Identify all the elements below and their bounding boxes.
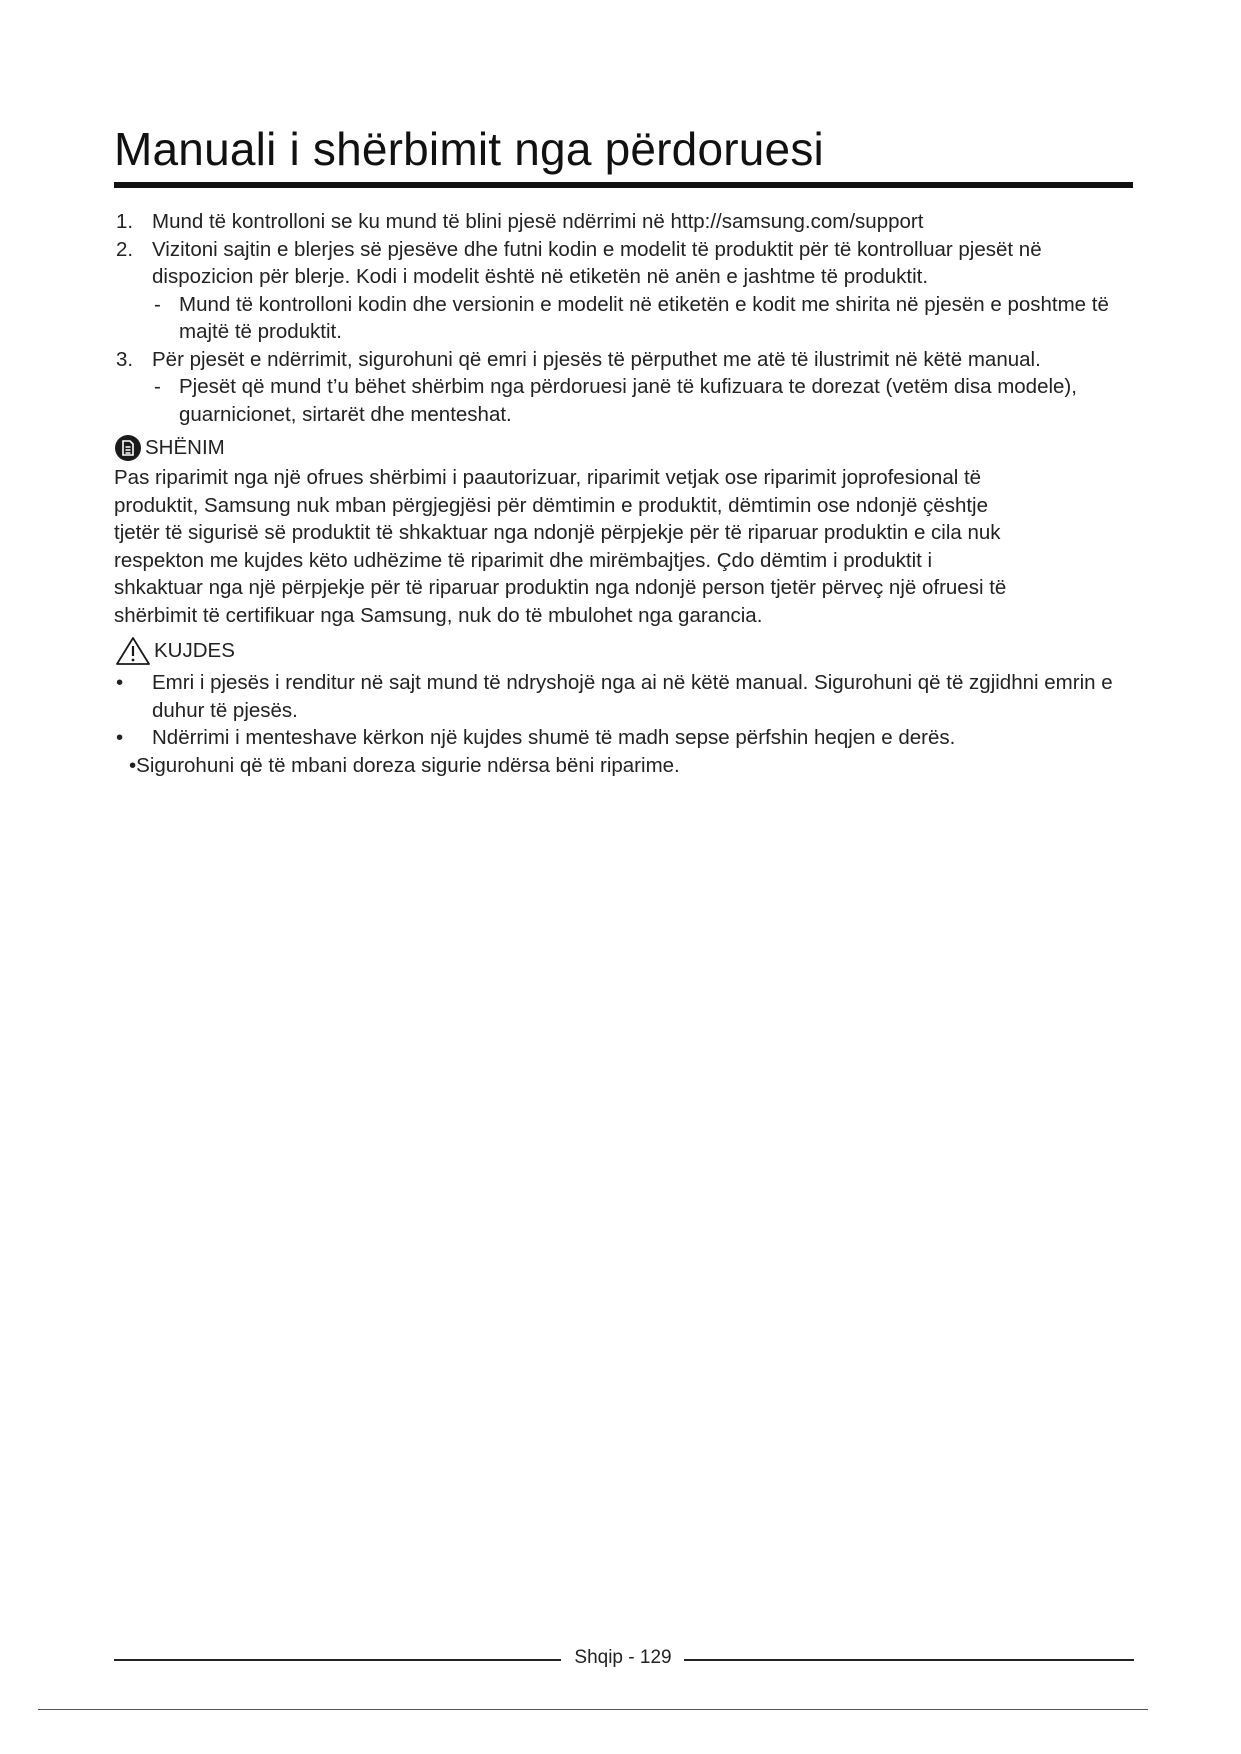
step-text: Për pjesët e ndërrimit, sigurohuni që emri i pjesës të përputhet me atë të ilustrimit në këtë manual. bbox=[152, 347, 1041, 371]
note-label: SHËNIM bbox=[145, 436, 225, 460]
caution-bullet bbox=[114, 724, 1134, 752]
note-icon bbox=[114, 434, 142, 462]
page-number: Shqip - 129 bbox=[574, 1647, 672, 1668]
step-number: 2. bbox=[116, 237, 134, 261]
step-3-subitem bbox=[114, 373, 1134, 428]
bullet-marker: • bbox=[116, 726, 124, 749]
bullet-marker: • bbox=[116, 671, 124, 694]
step-number: 3. bbox=[116, 347, 134, 371]
step-1 bbox=[114, 208, 1134, 236]
step-text: Vizitoni sajtin e blerjes së pjesëve dhe futni kodin e modelit të produktit për të kontrolluar pjesët në dispozicion për blerje. Kodi i modelit është në etiketën në anën e jashtme të produktit. bbox=[152, 237, 1042, 288]
bottom-rule bbox=[38, 1709, 1148, 1710]
dash-marker: - bbox=[154, 375, 161, 398]
content bbox=[114, 208, 1134, 779]
title-rule bbox=[114, 182, 1133, 188]
caution-label: KUJDES bbox=[154, 639, 235, 663]
caution-heading bbox=[114, 635, 1134, 667]
caution-bullet bbox=[114, 669, 1134, 724]
warning-triangle-icon bbox=[114, 635, 152, 667]
bullet-text: Ndërrimi i menteshave kërkon një kujdes shumë të madh sepse përfshin heqjen e derës. bbox=[152, 726, 956, 749]
subitem-text: Mund të kontrolloni kodin dhe versionin e modelit në etiketën e kodit me shirita në pjesën e poshtme të majtë të produktit. bbox=[179, 292, 1109, 343]
step-3 bbox=[114, 346, 1134, 374]
step-2 bbox=[114, 236, 1134, 291]
step-2-subitem bbox=[114, 291, 1134, 346]
page-title: Manuali i shërbimit nga përdoruesi bbox=[114, 123, 824, 175]
bullet-text: Emri i pjesës i renditur në sajt mund të ndryshojë nga ai në këtë manual. Sigurohuni që të zgjidhni emrin e duhur të pjesës. bbox=[152, 671, 1113, 722]
subitem-text: Pjesët që mund t’u bëhet shërbim nga përdoruesi janë të kufizuara te dorezat (vetëm disa modele), guarnicionet, sirtarët dhe menteshat. bbox=[179, 375, 1077, 426]
footer-rule-right bbox=[684, 1659, 1134, 1661]
caution-last-line: •Sigurohuni që të mbani doreza sigurie ndërsa bëni riparime. bbox=[129, 753, 680, 777]
step-number: 1. bbox=[116, 210, 134, 233]
note-text: Pas riparimit nga një ofrues shërbimi i paautorizuar, riparimit vetjak ose riparimit joprofesional të produktit, Samsung nuk mban përgjegjësi për dëmtimin e produktit, dëmtimin ose ndonjë çështje tjetër të sigurisë së produktit të shkaktuar nga ndonjë përpjekje për të riparuar produktin e cila nuk respekton me kujdes këto udhëzime të riparimit dhe mirëmbajtjes. Çdo dëmtim i produktit i shkaktuar nga një përpjekje për të riparuar produktin nga ndonjë person tjetër përveç një ofruesi të shërbimit të certifikuar nga Samsung, nuk do të mbulohet nga garancia. bbox=[114, 466, 1007, 627]
footer-rule-left bbox=[114, 1659, 561, 1661]
step-text: Mund të kontrolloni se ku mund të blini pjesë ndërrimi në http://samsung.com/support bbox=[152, 210, 924, 233]
note-heading bbox=[114, 434, 1134, 462]
dash-marker: - bbox=[154, 292, 161, 316]
page-footer bbox=[114, 1645, 1134, 1671]
